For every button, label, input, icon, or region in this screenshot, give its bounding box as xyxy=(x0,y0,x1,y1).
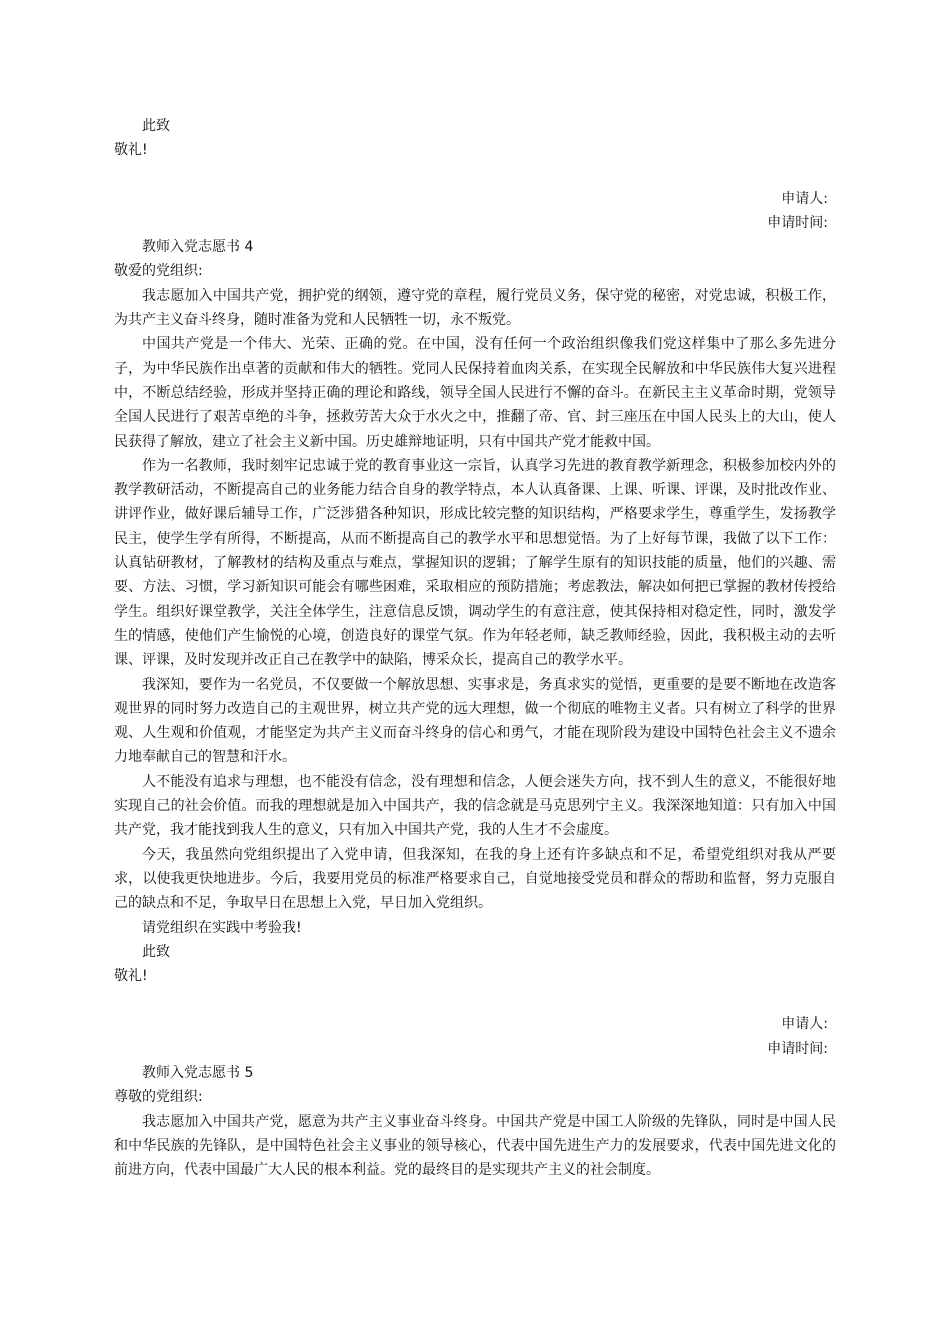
body-paragraph: 中国共产党是一个伟大、光荣、正确的党。在中国，没有任何一个政治组织像我们党这样集中了那么多先进分子，为中华民族作出卓著的贡献和伟大的牺牲。党同人民保持着血肉关系，在实现全民解放和中华民族伟大复兴进程中，不断总结经验，形成并坚持正确的理论和路线，领导全国人民进行不懈的奋斗。在新民主主义革命时期，党领导全国人民进行了艰苦卓绝的斗争，拯救劳苦大众于水火之中，推翻了帝、官、封三座压在中国人民头上的大山，使人民获得了解放，建立了社会主义新中国。历史雄辩地证明，只有中国共产党才能救中国。 xyxy=(114,336,836,450)
body-paragraph: 我志愿加入中国共产党，愿意为共产主义事业奋斗终身。中国共产党是中国工人阶级的先锋队，同时是中国人民和中华民族的先锋队，是中国特色社会主义事业的领导核心，代表中国先进生产力的发展要求，代表中国先进文化的前进方向，代表中国最广大人民的根本利益。党的最终目的是实现共产主义的社会制度。 xyxy=(114,1113,836,1179)
request-line: 请党组织在实践中考验我! xyxy=(142,919,302,936)
document-page xyxy=(114,114,836,1182)
body-paragraph: 今天，我虽然向党组织提出了入党申请，但我深知，在我的身上还有许多缺点和不足，希望党组织对我从严要求，以使我更快地进步。今后，我要用党员的标准严格要求自己，自觉地接受党员和群众的帮助和监督，努力克服自己的缺点和不足，争取早日在思想上入党，早日加入党组织。 xyxy=(114,846,836,912)
application-date-label: 申请时间: xyxy=(767,214,828,231)
body-paragraph: 我志愿加入中国共产党，拥护党的纲领，遵守党的章程，履行党员义务，保守党的秘密，对党忠诚，积极工作，为共产主义奋斗终身，随时准备为党和人民牺牲一切，永不叛党。 xyxy=(114,287,836,329)
closing-jingli: 敬礼! xyxy=(114,142,148,159)
applicant-label: 申请人: xyxy=(781,1016,828,1033)
body-paragraph: 我深知，要作为一名党员，不仅要做一个解放思想、实事求是，务真求实的觉悟，更重要的是要不断地在改造客观世界的同时努力改造自己的主观世界，树立共产党的远大理想，做一个彻底的唯物主义者。只有树立了科学的世界观、人生观和价值观，才能坚定为共产主义而奋斗终身的信心和勇气，才能在现阶段为建设中国特色社会主义不遗余力地奉献自己的智慧和汗水。 xyxy=(114,676,836,766)
letter-title: 教师入党志愿书 4 xyxy=(142,239,254,256)
application-date-label: 申请时间: xyxy=(767,1040,828,1057)
salutation: 尊敬的党组织: xyxy=(114,1089,203,1106)
body-paragraph: 人不能没有追求与理想，也不能没有信念，没有理想和信念，人便会迷失方向，找不到人生的意义，不能很好地实现自己的社会价值。而我的理想就是加入中国共产，我的信念就是马克思列宁主义。我深深地知道：只有加入中国共产党，我才能找到我人生的意义，只有加入中国共产党，我的人生才不会虚度。 xyxy=(114,773,836,839)
salutation: 敬爱的党组织: xyxy=(114,263,203,280)
closing-cizhi: 此致 xyxy=(142,943,170,960)
closing-jingli: 敬礼! xyxy=(114,968,148,985)
closing-cizhi: 此致 xyxy=(142,118,170,134)
body-paragraph: 作为一名教师，我时刻牢记忠诚于党的教育事业这一宗旨，认真学习先进的教育教学新理念，积极参加校内外的教学教研活动，不断提高自己的业务能力结合自身的教学特点，本人认真备课、上课、听课、评课，及时批改作业、讲评作业，做好课后辅导工作，广泛涉猎各种知识，形成比较完整的知识结构，严格要求学生，尊重学生，发扬教学民主，使学生学有所得，不断提高，从而不断提高自己的教学水平和思想觉悟。为了上好每节课，我做了以下工作：认真钻研教材，了解教材的结构及重点与难点，掌握知识的逻辑；了解学生原有的知识技能的质量，他们的兴趣、需要、方法、习惯，学习新知识可能会有哪些困难，采取相应的预防措施；考虑教法，解决如何把已掌握的教材传授给学生。组织好课堂教学，关注全体学生，注意信息反馈，调动学生的有意注意，使其保持相对稳定性，同时，激发学生的情感，使他们产生愉悦的心境，创造良好的课堂气氛。作为年轻老师，缺乏教师经验，因此，我积极主动的去听课、评课，及时发现并改正自己在教学中的缺陷，博采众长，提高自己的教学水平。 xyxy=(114,457,836,669)
letter-title: 教师入党志愿书 5 xyxy=(142,1064,254,1081)
applicant-label: 申请人: xyxy=(781,190,828,207)
